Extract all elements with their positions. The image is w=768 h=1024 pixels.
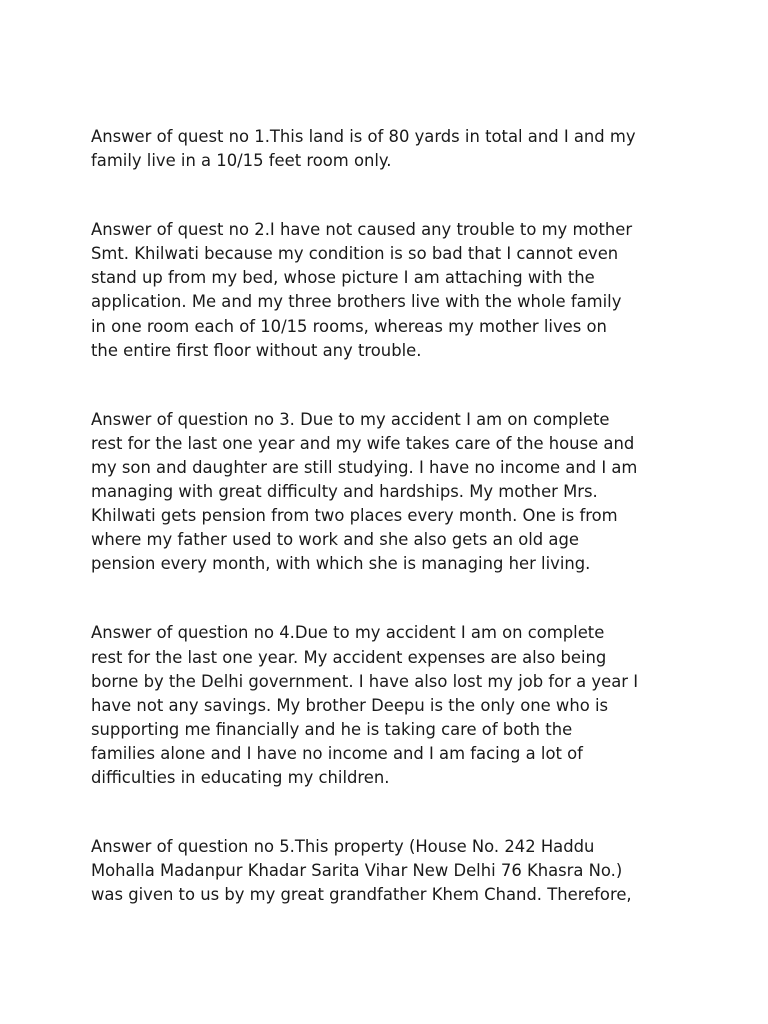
document-body (91, 125, 691, 952)
answer-paragraph-1: Answer of quest no 1.This land is of 80 yards in total and I and my family live in a 10/15 feet room only. (91, 127, 636, 171)
answer-paragraph-3: Answer of question no 3. Due to my accident I am on complete rest for the last one year and my wife takes care of the house and my son and daughter are still studying. I have no income and I am managing with great difficulty and hardships. My mother Mrs. Khilwati gets pension from two places every month. One is from where my father used to work and she also gets an old age pension every month, with which she is managing her living. (91, 409, 638, 574)
answer-paragraph-2: Answer of quest no 2.I have not caused any trouble to my mother Smt. Khilwati because my condition is so bad that I cannot even stand up from my bed, whose picture I am attaching with the application. Me and my three brothers live with the whole family in one room each of 10/15 rooms, whereas my mother lives on the entire first floor without any trouble. (91, 220, 633, 360)
answer-paragraph-4: Answer of question no 4.Due to my accident I am on complete rest for the last one year. My accident expenses are also being borne by the Delhi government. I have also lost my job for a year I have not any savings. My brother Deepu is the only one who is supporting me financially and he is taking care of both the families alone and I have no income and I am facing a lot of difficulties in educating my children. (91, 623, 639, 787)
answer-paragraph-5: Answer of question no 5.This property (House No. 242 Haddu Mohalla Madanpur Khadar Sarita Vihar New Delhi 76 Khasra No.) was given to us by my great grandfather Khem Chand. Therefore, (91, 837, 632, 905)
